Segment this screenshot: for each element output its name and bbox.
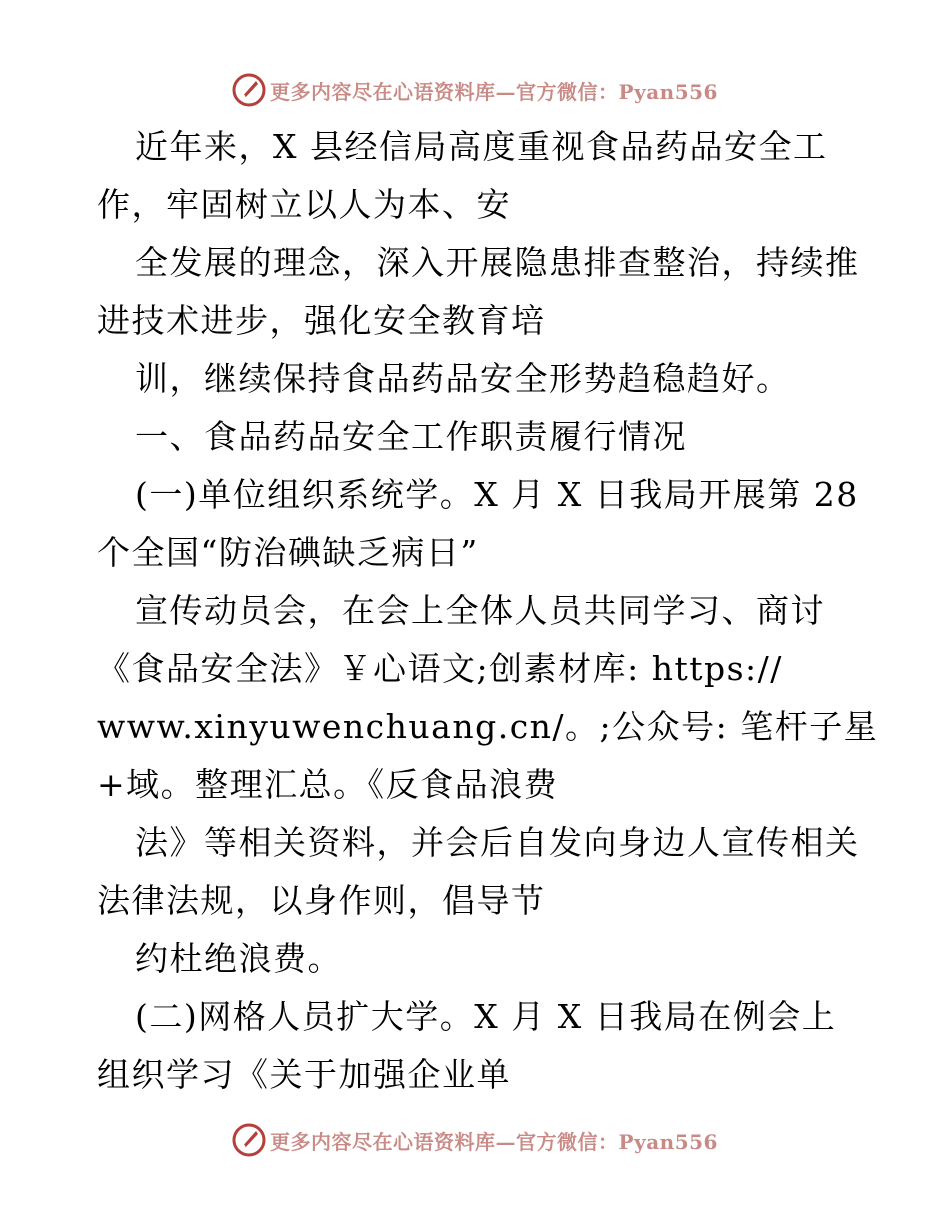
header-watermark-text: 更多内容尽在心语资料库—官方微信：Pyan556 [270,79,718,104]
header-watermark-banner [0,70,950,110]
section-heading: 一、食品药品安全工作职责履行情况 [135,417,687,456]
body-line: (一)单位组织系统学。X 月 X 日我局开展第 28 [135,475,859,514]
body-line: (二)网格人员扩大学。X 月 X 日我局在例会上 [135,997,837,1036]
quill-circle-logo-icon [232,73,266,107]
body-line: +域。整理汇总。《反食品浪费 [97,765,559,804]
body-line: 法律法规，以身作则，倡导节 [97,881,546,920]
document-body [97,118,879,1104]
body-line: 法》等相关资料，并会后自发向身边人宣传相关 [135,823,860,862]
body-line: 近年来，X 县经信局高度重视食品药品安全工 [135,127,828,166]
body-line: 宣传动员会，在会上全体人员共同学习、商讨 [135,591,825,630]
body-line: 个全国“防治碘缺乏病日” [97,533,479,572]
footer-watermark-text: 更多内容尽在心语资料库—官方微信：Pyan556 [270,1129,718,1154]
body-line: 训，继续保持食品药品安全形势趋稳趋好。 [135,359,791,398]
quill-circle-logo-icon [232,1123,266,1157]
body-line: www.xinyuwenchuang.cn/。;公众号: 笔杆子星 [97,707,879,746]
body-line: 作，牢固树立以人为本、安 [97,185,511,224]
body-line: 约杜绝浪费。 [135,939,342,978]
body-line: 进技术进步，强化安全教育培 [97,301,546,340]
body-line: 组织学习《关于加强企业单 [97,1055,511,1094]
body-line: 全发展的理念，深入开展隐患排查整治，持续推 [135,243,860,282]
footer-watermark-banner [0,1120,950,1160]
body-line: 《食品安全法》￥心语文;创素材库: https:// [97,649,783,688]
